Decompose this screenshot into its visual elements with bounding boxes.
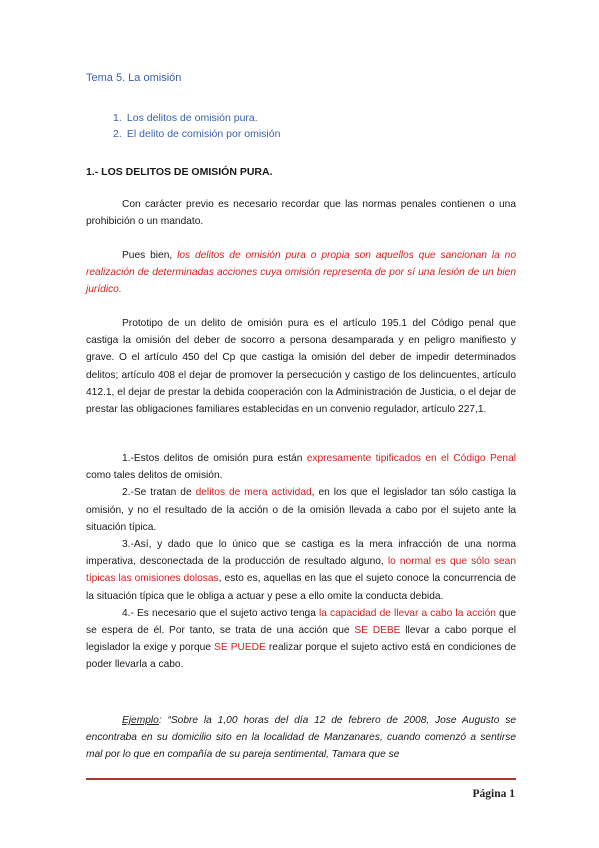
list-item: 1.-Estos delitos de omisión pura están expresamente tipificados en el Código Penal como tales delitos de omisión.	[86, 453, 516, 482]
table-of-contents	[113, 110, 280, 142]
page-number: Página 1	[472, 788, 515, 800]
topic-title: Tema 5. La omisión	[86, 72, 182, 84]
toc-item[interactable]: 2. El delito de comisión por omisión	[113, 128, 281, 140]
paragraph-definition: Pues bien, los delitos de omisión pura o propia son aquellos que sancionan la no realización de determinadas acciones cuya omisión representa de por sí una lesión de un bien jurídico.	[86, 250, 516, 296]
characteristics-list	[86, 450, 516, 674]
section-heading: 1.- LOS DELITOS DE OMISIÓN PURA.	[86, 166, 273, 178]
definition-highlight: los delitos de omisión pura o propia son aquellos que sancionan la no realización de determinadas acciones cuya omisión representa de por sí una lesión de un bien jurídico.	[86, 250, 516, 296]
list-item: 4.- Es necesario que el sujeto activo tenga la capacidad de llevar a cabo la acción que se espera de él. Por tanto, se trata de una acción que SE DEBE llevar a cabo porque el legislador la exige y porque SE PUEDE realizar porque el sujeto activo está en condiciones de poder llevarla a cabo.	[86, 607, 517, 671]
toc-item[interactable]: 1. Los delitos de omisión pura.	[113, 112, 258, 124]
list-item: 3.-Así, y dado que lo único que se castiga es la mera infracción de una norma imperativa, desconectada de la producción de resultado alguno, lo normal es que sólo sean típicas las omisiones dolosas, esto es, aquellas en las que el sujeto conoce la concurrencia de la situación típica que le obliga a actuar y pese a ello omite la conducta debida.	[86, 539, 516, 602]
footer-rule	[86, 778, 516, 780]
list-item: 2.-Se tratan de delitos de mera actividad, en los que el legislador tan sólo castiga la omisión, y no el resultado de la acción o de la omisión llevada a cabo por el sujeto ante la situación típica.	[86, 487, 516, 533]
paragraph-example: Ejemplo: “Sobre la 1,00 horas del día 12 de febrero de 2008, Jose Augusto se encontraba en su domicilio sito en la localidad de Manzanares, cuando comenzó a sentirse mal por lo que en compañía de su pareja sentimental, Tamara que se	[86, 715, 516, 761]
paragraph-prototype: Prototipo de un delito de omisión pura es el artículo 195.1 del Código penal que castiga la omisión del deber de socorro a persona desamparada y en peligro manifiesto y grave. O el artículo 450 del Cp que castiga la omisión del deber de impedir determinados delitos; artículo 408 el dejar de promover la persecución y castigo de los delincuentes, artículo 412.1, el dejar de prestar la debida cooperación con la Administración de Justicia, o el dejar de prestar las obligaciones familiares establecidas en un convenio regulador, artículo 227,1.	[86, 318, 516, 416]
paragraph-intro: Con carácter previo es necesario recordar que las normas penales contienen o una prohibición o un mandato.	[86, 199, 516, 228]
